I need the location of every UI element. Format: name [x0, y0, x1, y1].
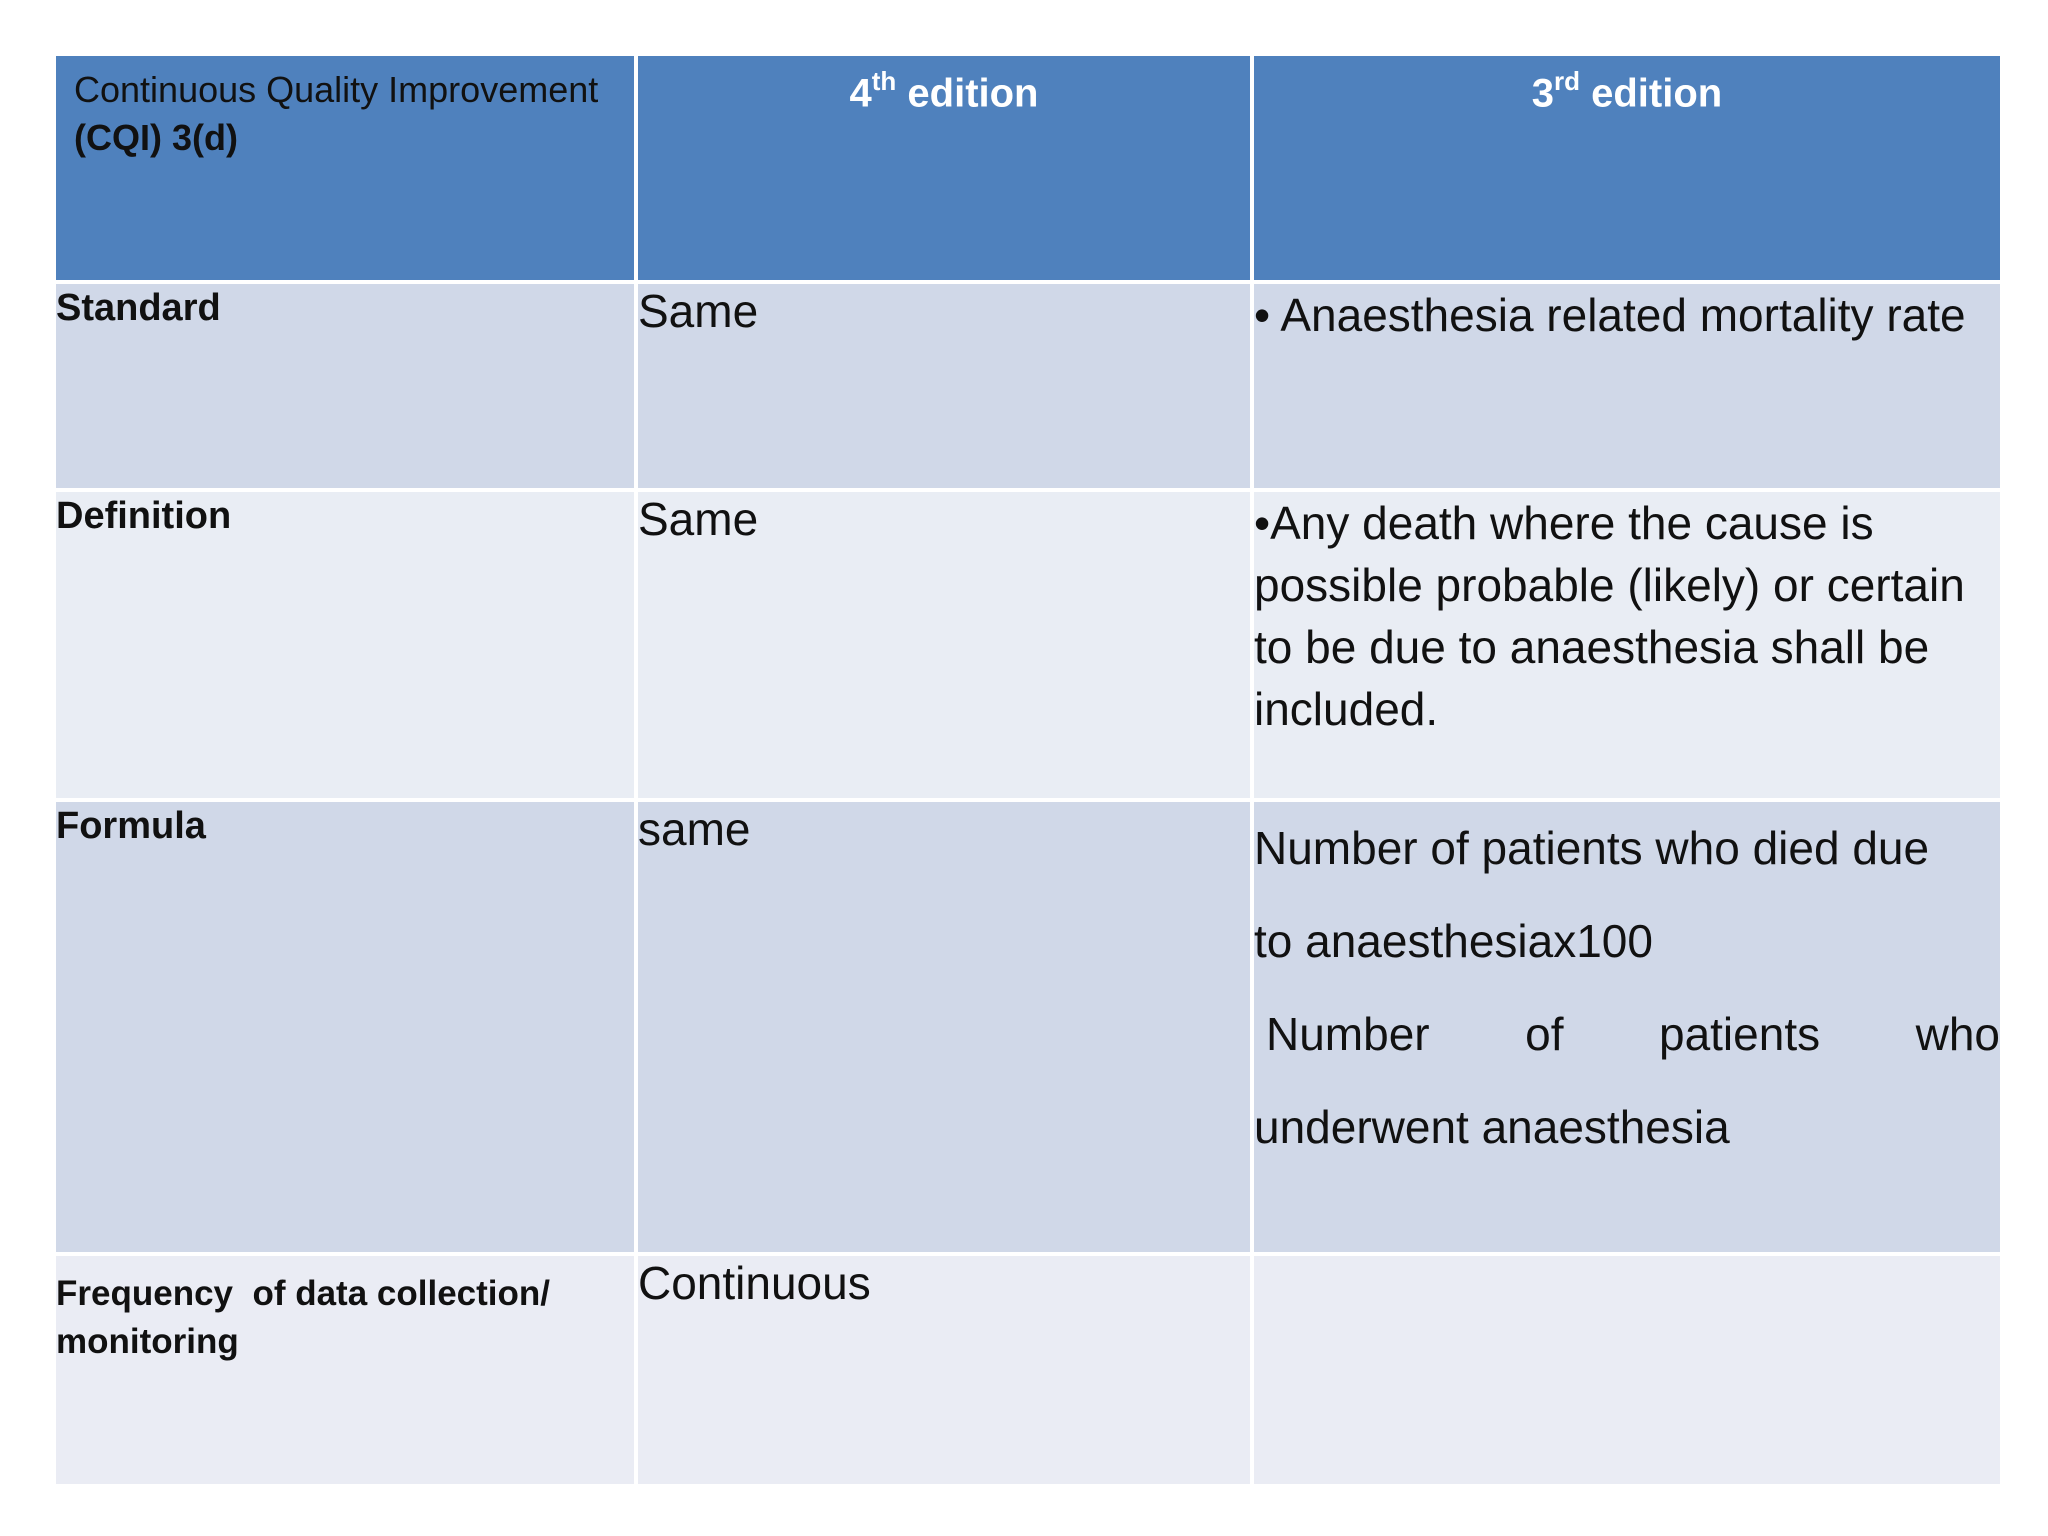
header-4th-number: 4: [849, 71, 872, 116]
header-3rd-number: 3: [1531, 71, 1555, 116]
formula-denominator-word: who: [1915, 1008, 2000, 1060]
header-3rd-edition: [1252, 54, 2002, 282]
formula-numerator-line2: to anaesthesiax100: [1254, 915, 1653, 967]
formula-numerator-line1: Number of patients who died due: [1254, 822, 1930, 874]
header-4th-suffix: th: [871, 66, 897, 96]
standard-4th-value: Same: [636, 282, 1252, 490]
formula-3rd-value: [1252, 800, 2002, 1254]
row-label-standard: Standard: [54, 282, 636, 490]
formula-denominator-line1: [1254, 988, 2000, 1081]
row-label-definition: Definition: [54, 490, 636, 800]
table-header-row: [54, 54, 2002, 282]
header-4th-edition: [636, 54, 1252, 282]
definition-4th-value: Same: [636, 490, 1252, 800]
table-row-frequency: [54, 1254, 2002, 1486]
header-3rd-word: edition: [1580, 71, 1723, 116]
row-label-frequency-line1: Frequency of data collection/: [56, 1274, 550, 1313]
table-row-definition: [54, 490, 2002, 800]
table-row-standard: [54, 282, 2002, 490]
table-row-formula: [54, 800, 2002, 1254]
formula-denominator-word: patients: [1658, 1008, 1821, 1060]
comparison-table: [52, 52, 2004, 1488]
row-label-frequency-line2: monitoring: [56, 1322, 239, 1361]
header-cqi-code: (CQI) 3(d): [74, 117, 238, 158]
header-cqi-title: Continuous Quality Improvement: [74, 69, 599, 110]
formula-denominator-line2: underwent anaesthesia: [1254, 1101, 1730, 1153]
formula-denominator-word: of: [1525, 1008, 1564, 1060]
formula-denominator-word: Number: [1266, 1008, 1430, 1060]
frequency-3rd-value: [1252, 1254, 2002, 1486]
row-label-frequency: [54, 1254, 636, 1486]
row-label-formula: Formula: [54, 800, 636, 1254]
header-4th-word: edition: [896, 71, 1039, 116]
header-cqi-label: [54, 54, 636, 282]
frequency-4th-value: Continuous: [636, 1254, 1252, 1486]
standard-3rd-value: • Anaesthesia related mortality rate: [1252, 282, 2002, 490]
formula-4th-value: same: [636, 800, 1252, 1254]
header-3rd-suffix: rd: [1554, 66, 1581, 96]
definition-3rd-value: •Any death where the cause is possible probable (likely) or certain to be due to anaesthesia shall be included.: [1252, 490, 2002, 800]
